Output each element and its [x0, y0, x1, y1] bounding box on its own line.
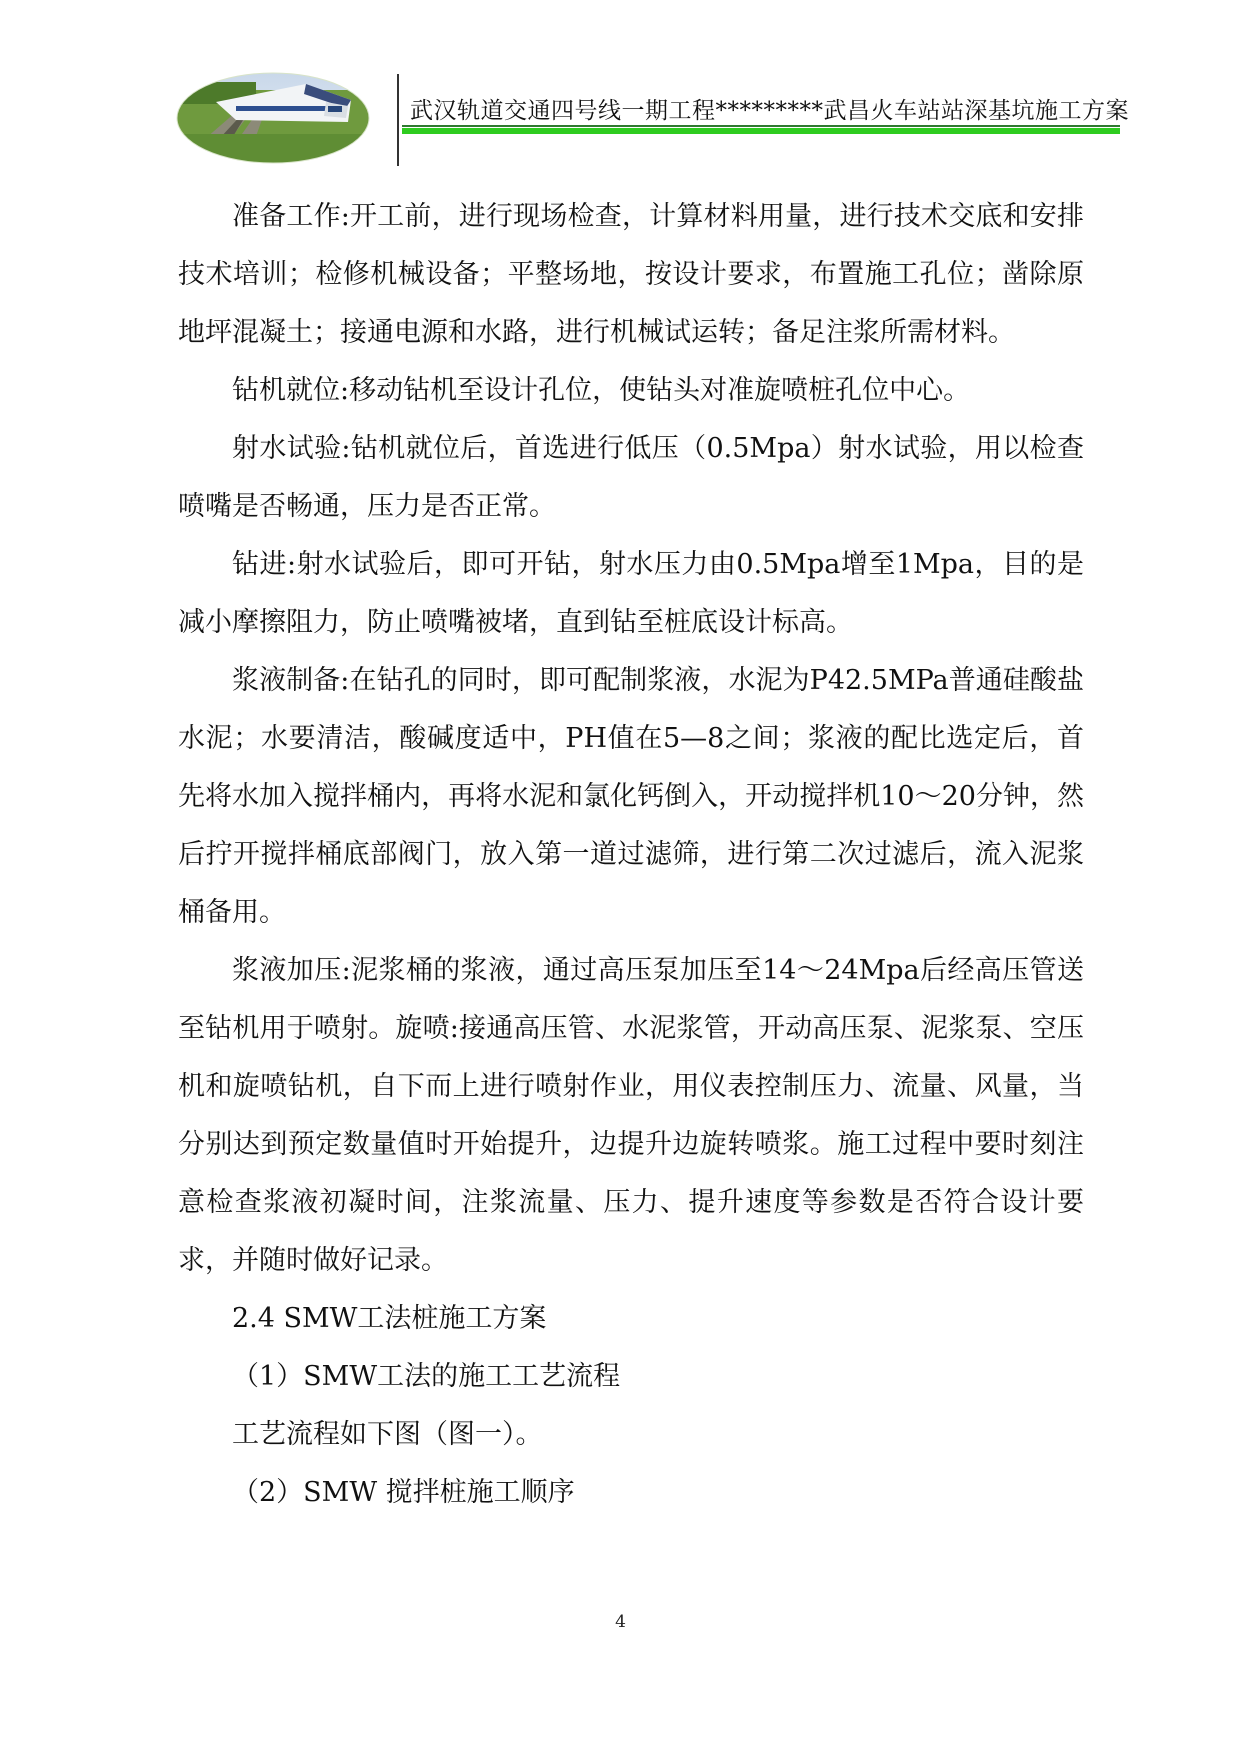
page-number: 4 [615, 1612, 626, 1632]
section-heading-smw: 2.4 SMW工法桩施工方案 [232, 1303, 547, 1334]
paragraph-water-jet-test: 射水试验:钻机就位后，首选进行低压（0.5Mpa）射水试验，用以检查喷嘴是否畅通，压力是否正常。 [178, 433, 1084, 522]
train-logo-icon [176, 72, 371, 164]
page-header [0, 0, 1241, 170]
header-vertical-divider [397, 74, 399, 166]
header-rule-dark [402, 125, 1120, 127]
header-rule-green [402, 128, 1120, 134]
paragraph-preparation: 准备工作:开工前，进行现场检查，计算材料用量，进行技术交底和安排技术培训；检修机械设备；平整场地，按设计要求，布置施工孔位；凿除原地坪混凝土；接通电源和水路，进行机械试运转；备足注浆所需材料。 [178, 201, 1084, 348]
paragraph-slurry-preparation: 浆液制备:在钻孔的同时，即可配制浆液，水泥为P42.5MPa普通硅酸盐水泥；水要清洁，酸碱度适中，PH值在5—8之间；浆液的配比选定后，首先将水加入搅拌桶内，再将水泥和氯化钙倒入，开动搅拌机10～20分钟，然后拧开搅拌桶底部阀门，放入第一道过滤筛，进行第二次过滤后，流入泥浆桶备用。 [178, 665, 1084, 928]
paragraph-drilling: 钻进:射水试验后，即可开钻，射水压力由0.5Mpa增至1Mpa，目的是减小摩擦阻力，防止喷嘴被堵，直到钻至桩底设计标高。 [178, 549, 1084, 638]
paragraph-drill-positioning: 钻机就位:移动钻机至设计孔位，使钻头对准旋喷桩孔位中心。 [232, 375, 971, 406]
paragraph-slurry-pressurization: 浆液加压:泥浆桶的浆液，通过高压泵加压至14～24Mpa后经高压管送至钻机用于喷射。旋喷:接通高压管、水泥浆管，开动高压泵、泥浆泵、空压机和旋喷钻机，自下而上进行喷射作业，用仪表控制压力、流量、风量，当分别达到预定数量值时开始提升，边提升边旋转喷浆。施工过程中要时刻注意检查浆液初凝时间，注浆流量、压力、提升速度等参数是否符合设计要求，并随时做好记录。 [178, 955, 1084, 1276]
document-body [178, 188, 1084, 1522]
paragraph-process-figure: 工艺流程如下图（图一）。 [232, 1419, 543, 1450]
subheading-smw-sequence: （2）SMW 搅拌桩施工顺序 [232, 1477, 575, 1508]
subheading-smw-process: （1）SMW工法的施工工艺流程 [232, 1361, 621, 1392]
header-title: 武汉轨道交通四号线一期工程*********武昌火车站站深基坑施工方案 [410, 98, 1129, 124]
